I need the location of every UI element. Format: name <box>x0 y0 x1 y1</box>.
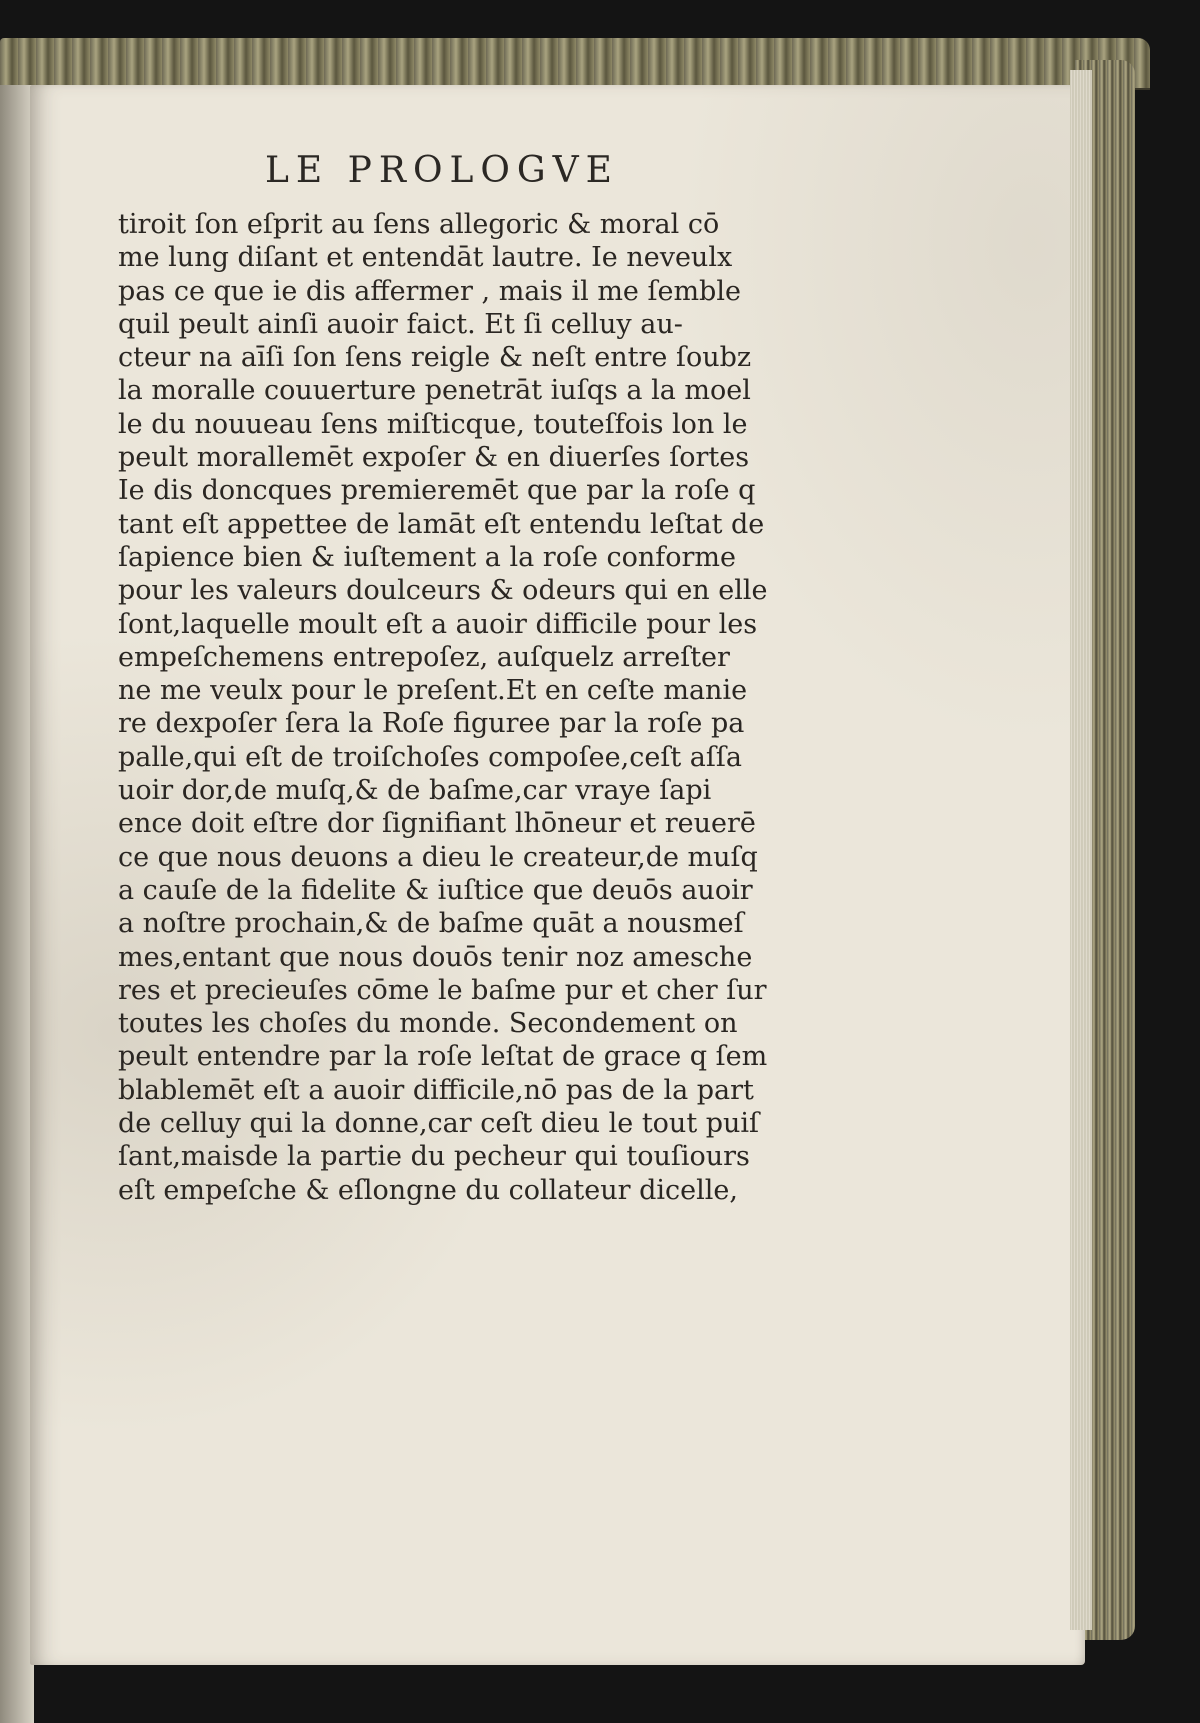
text-line: tant eſt appettee de lamāt eſt entendu leſtat de <box>118 508 765 540</box>
text-line: a cauſe de la fidelite & iuſtice que deuōs auoir <box>118 874 753 906</box>
text-line: pas ce que ie dis affermer , mais il me ſemble <box>118 275 741 307</box>
text-line: peult entendre par la roſe leſtat de grace q ſem <box>118 1041 768 1073</box>
text-line: palle,qui eſt de troiſchoſes compoſee,ceſt aſſa <box>118 741 742 773</box>
text-line: me lung diſant et entendāt lautre. Ie neveulx <box>118 242 733 274</box>
text-line: res et precieuſes cōme le baſme pur et cher ſur <box>118 974 767 1006</box>
text-line: ſant,maisde la partie du pecheur qui touſiours <box>118 1141 750 1173</box>
text-line: cteur na aīſi ſon ſens reigle & neſt entre ſoubz <box>118 342 752 374</box>
text-line: ſapience bien & iuſtement a la roſe conforme <box>118 541 737 573</box>
book-cover-edge <box>0 38 1150 90</box>
text-block <box>118 208 818 1207</box>
text-line: ſont,laquelle moult eſt a auoir difficile pour les <box>118 608 758 640</box>
book-gutter <box>0 85 34 1723</box>
text-line: re dexpoſer ſera la Roſe figuree par la roſe pa <box>118 708 745 740</box>
page-edges <box>1070 70 1092 1630</box>
text-line: uoir dor,de muſq,& de baſme,car vraye ſapi <box>118 775 712 807</box>
text-line: ence doit eſtre dor ſignifiant lhōneur et reuerē <box>118 808 756 840</box>
text-line: peult morallemēt expoſer & en diuerſes ſortes <box>118 442 750 474</box>
text-line: eſt empeſche & eſlongne du collateur dicelle, <box>118 1174 738 1206</box>
running-head: LE PROLOGVE <box>265 150 619 191</box>
text-line: la moralle couuerture penetrāt iuſqs a la moel <box>118 375 751 407</box>
text-line: de celluy qui la donne,car ceſt dieu le tout puiſ <box>118 1108 760 1140</box>
text-line: quil peult ainſi auoir faict. Et ſi celluy au- <box>118 308 683 340</box>
text-line: Ie dis doncques premieremēt que par la roſe q <box>118 475 756 507</box>
text-line: tiroit ſon eſprit au ſens allegoric & moral cō <box>118 209 720 240</box>
text-line: blablemēt eſt a auoir difficile,nō pas de la part <box>118 1074 754 1106</box>
text-line: ce que nous deuons a dieu le createur,de muſq <box>118 841 758 873</box>
text-line: ne me veulx pour le preſent.Et en ceſte manie <box>118 675 748 707</box>
text-line: pour les valeurs doulceurs & odeurs qui en elle <box>118 575 768 607</box>
text-line: empeſchemens entrepoſez, auſquelz arreſter <box>118 641 730 673</box>
text-line: toutes les choſes du monde. Secondement on <box>118 1008 738 1040</box>
text-line: le du nouueau ſens miſticque, touteſfois lon le <box>118 408 748 440</box>
text-line: a noſtre prochain,& de baſme quāt a nousmeſ <box>118 908 744 940</box>
text-line: mes,entant que nous douōs tenir noz amesche <box>118 941 753 973</box>
